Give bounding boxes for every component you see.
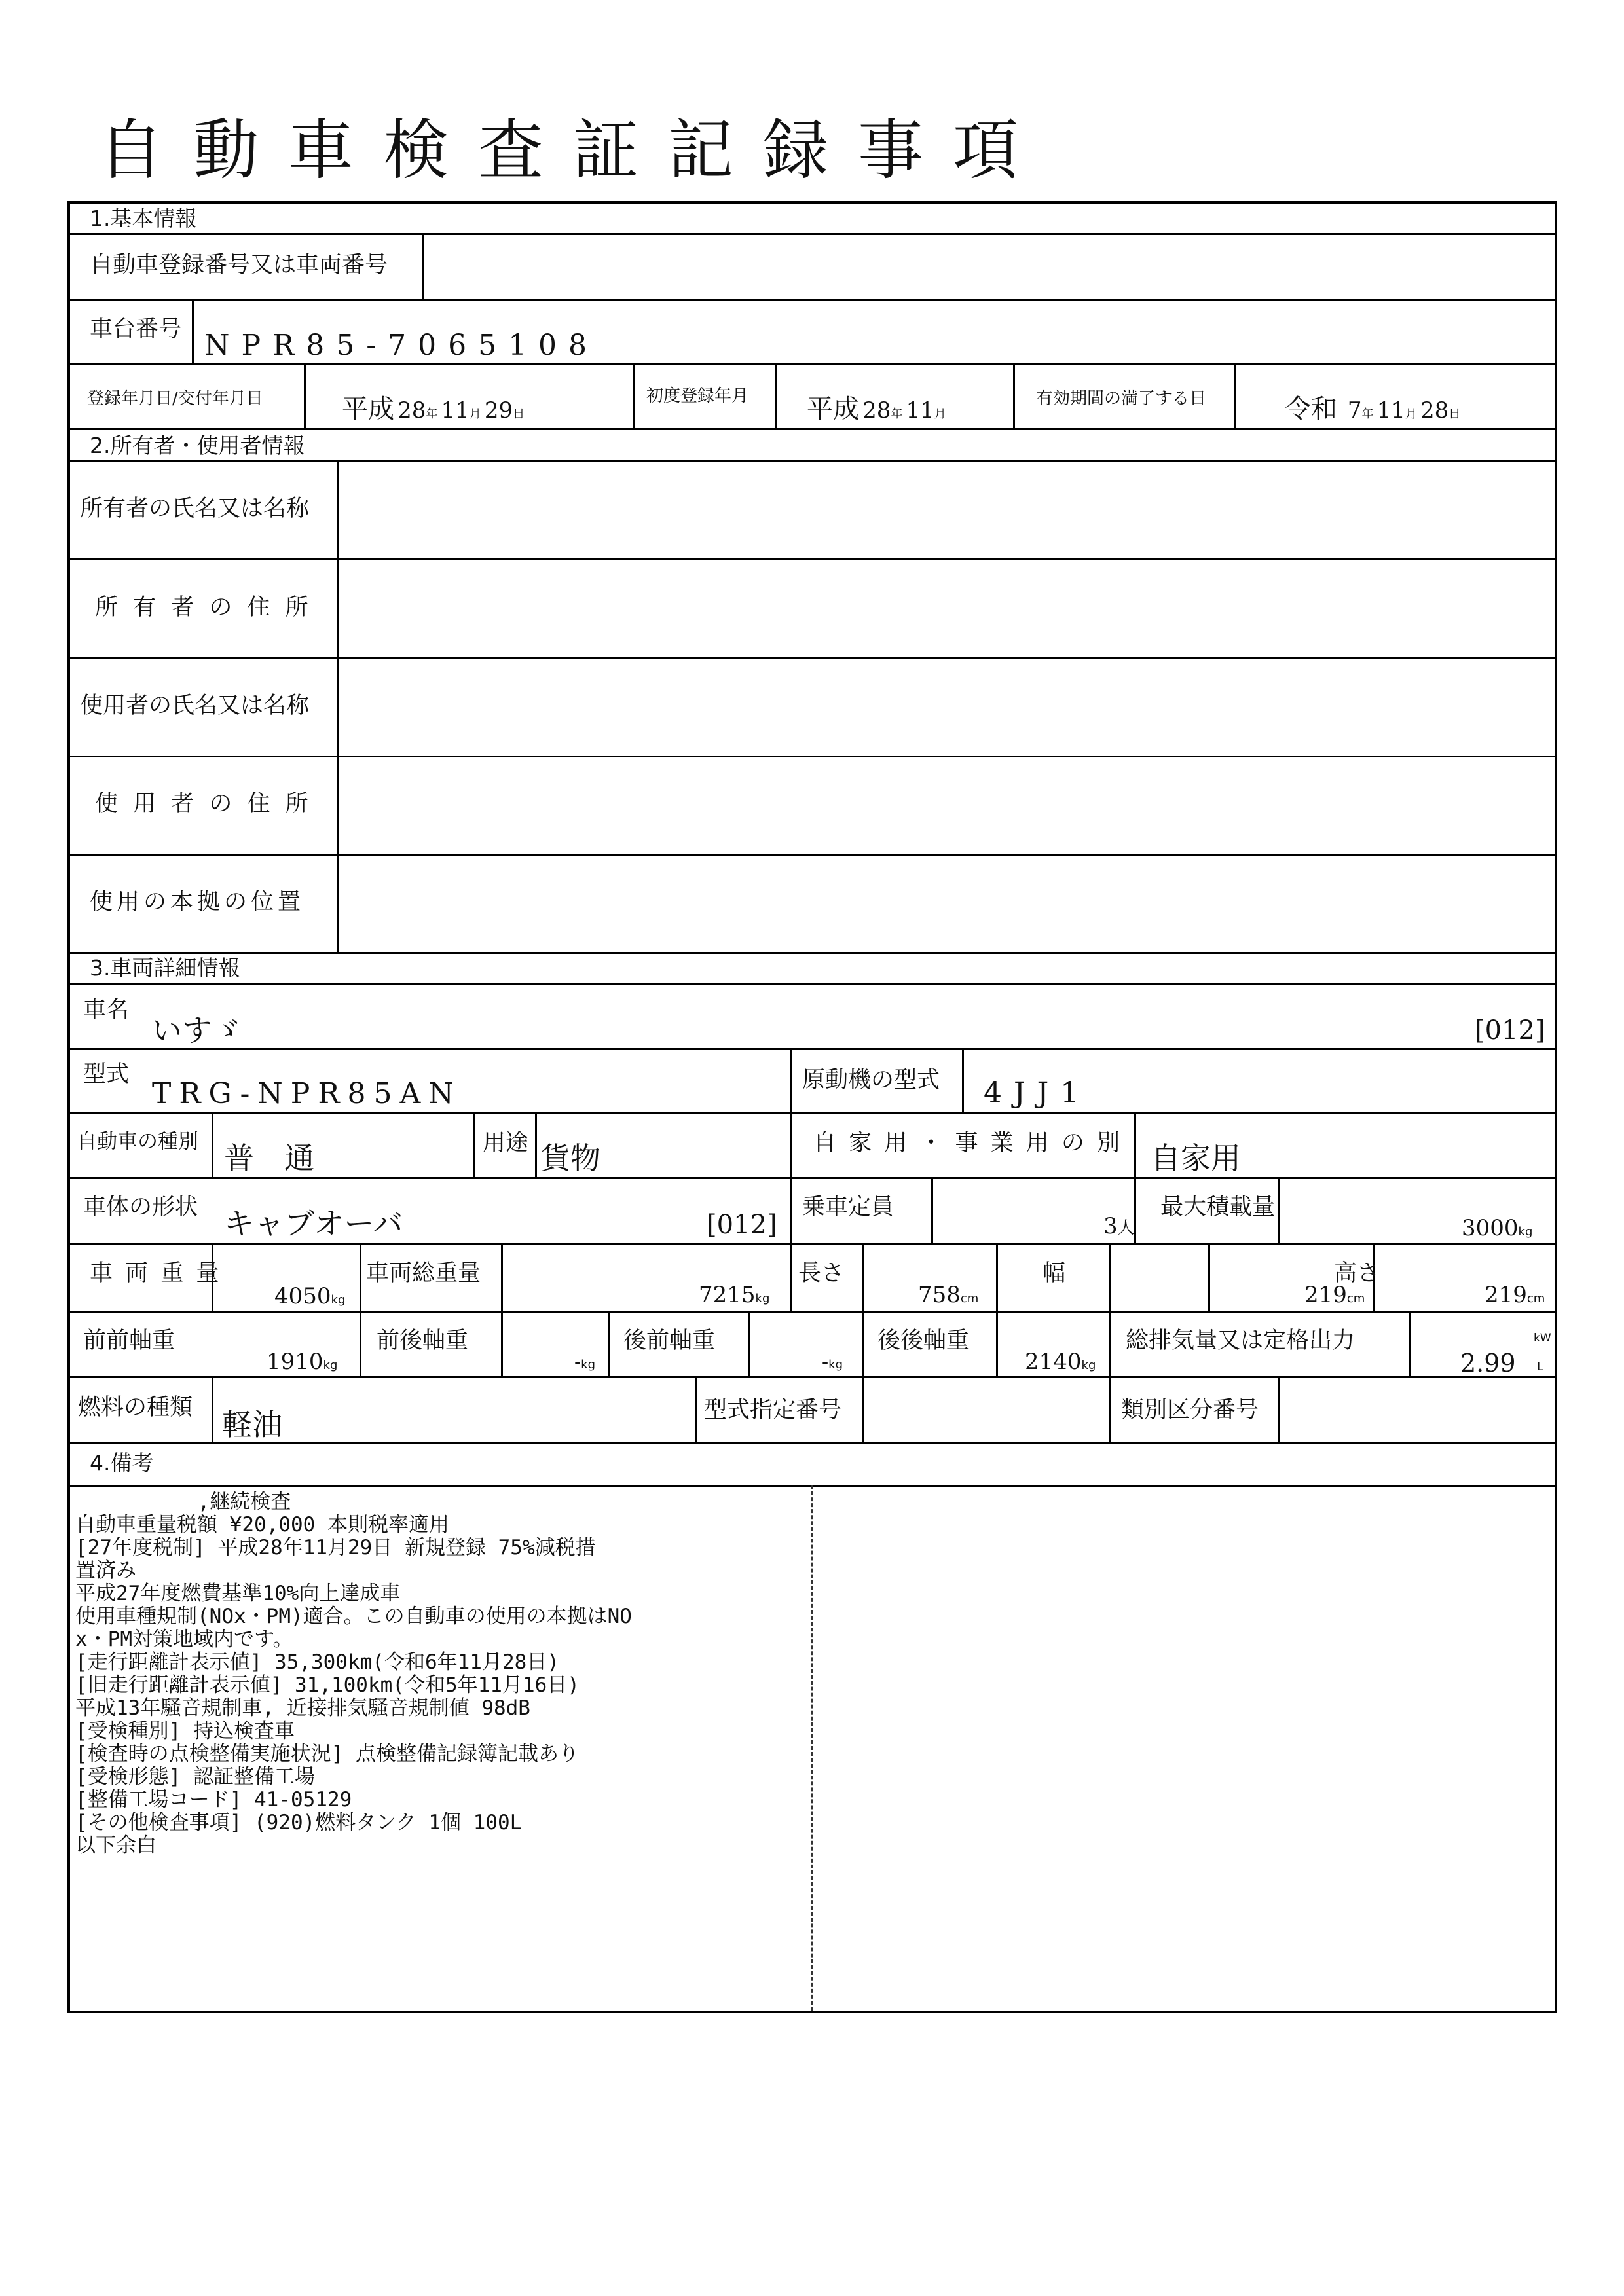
front-front-axle-value: 1910 <box>267 1349 323 1375</box>
weight-value: 4050 <box>274 1283 331 1309</box>
rule <box>501 1243 503 1311</box>
section-heading-vehicle: 3.車両詳細情報 <box>90 955 240 981</box>
day-unit: 日 <box>1449 407 1461 421</box>
rule <box>1208 1243 1210 1311</box>
rule <box>70 1243 1555 1245</box>
rule <box>1234 363 1236 428</box>
rule <box>501 1311 503 1376</box>
rule <box>931 1177 933 1243</box>
remark-line: [検査時の点検整備実施状況] 点検整備記録簿記載あり <box>75 1742 579 1766</box>
weight <box>274 1285 345 1307</box>
model-label: 型式 <box>83 1061 130 1087</box>
rule <box>862 1311 864 1376</box>
body-value: キャブオーバ <box>224 1206 403 1241</box>
rule <box>608 1311 610 1376</box>
body-label: 車体の形状 <box>83 1194 198 1220</box>
rule <box>70 657 1555 659</box>
rule <box>70 1112 1555 1114</box>
max-load-label: 最大積載量 <box>1160 1194 1276 1220</box>
weight-label: 車 両 重 量 <box>90 1260 222 1286</box>
unit-kg: kg <box>1081 1358 1096 1372</box>
rule <box>70 363 1555 365</box>
rule <box>70 1311 1555 1313</box>
category-label: 類別区分番号 <box>1121 1397 1259 1423</box>
user-name-label: 使用者の氏名又は名称 <box>80 693 310 719</box>
rule <box>790 1112 792 1177</box>
rule <box>70 460 1555 462</box>
displacement-unit-kw: kW <box>1534 1332 1551 1345</box>
year-unit: 年 <box>426 407 438 421</box>
rule <box>473 1112 475 1177</box>
height <box>1485 1284 1545 1306</box>
rule <box>70 756 1555 757</box>
displacement-value: 2.99 <box>1460 1349 1516 1377</box>
year-unit: 年 <box>891 407 903 421</box>
private-business-value: 自家用 <box>1151 1140 1241 1176</box>
remarks-divider <box>811 1485 813 2011</box>
front-front-axle-label: 前前軸重 <box>83 1328 175 1354</box>
maker-code: [012] <box>1475 1015 1545 1046</box>
remark-line: 自動車重量税額 ¥20,000 本則税率適用 <box>75 1513 449 1537</box>
first-reg-label: 初度登録年月 <box>646 386 749 406</box>
rule <box>337 460 339 952</box>
gross-weight-value: 7215 <box>699 1282 756 1308</box>
section-heading-owner: 2.所有者・使用者情報 <box>90 433 305 458</box>
rule <box>304 363 306 428</box>
rule <box>70 983 1555 985</box>
rule <box>862 1376 864 1442</box>
remark-line: [27年度税制] 平成28年11月29日 新規登録 75%減税措 <box>75 1536 596 1559</box>
displacement-label: 総排気量又は定格出力 <box>1126 1328 1356 1354</box>
capacity-unit: 人 <box>1117 1218 1135 1238</box>
height-value: 219 <box>1485 1282 1527 1308</box>
rule <box>862 1243 864 1311</box>
rule <box>748 1311 750 1376</box>
maker-label: 車名 <box>83 997 130 1023</box>
rear-front-axle-value: - <box>822 1351 829 1374</box>
unit-kg: kg <box>828 1358 843 1372</box>
rule <box>422 233 424 299</box>
length-value: 758 <box>918 1282 961 1308</box>
month-unit: 月 <box>1405 407 1417 421</box>
unit-kg: kg <box>331 1293 346 1307</box>
front-rear-axle-label: 前後軸重 <box>377 1328 469 1354</box>
rule <box>775 363 777 428</box>
type-approval-label: 型式指定番号 <box>704 1397 842 1423</box>
rule <box>1109 1243 1111 1311</box>
rule <box>633 363 635 428</box>
length <box>918 1284 978 1306</box>
rule <box>192 299 194 363</box>
expiry-date <box>1285 396 1460 422</box>
rear-front-axle-label: 後前軸重 <box>623 1328 716 1354</box>
unit-cm: cm <box>960 1292 979 1305</box>
width <box>1304 1284 1365 1306</box>
width-label: 幅 <box>1043 1260 1066 1286</box>
base-location-label: 使用の本拠の位置 <box>90 889 305 915</box>
rule <box>790 1177 792 1243</box>
kind-label: 自動車の種別 <box>77 1130 198 1154</box>
fuel-value: 軽油 <box>222 1407 282 1442</box>
reg-date-day: 29 <box>484 397 513 424</box>
remark-line: [旧走行距離計表示値] 31,100km(令和5年11月16日) <box>75 1673 580 1697</box>
first-reg-month: 11 <box>906 397 934 424</box>
rule <box>1278 1177 1280 1243</box>
rule <box>70 558 1555 560</box>
reg-date-year: 28 <box>397 397 426 424</box>
rule <box>360 1243 361 1311</box>
remark-line: [受検形態] 認証整備工場 <box>75 1765 315 1789</box>
document-title: 自動車検査証記録事項 <box>98 112 1048 189</box>
rule <box>790 1048 792 1112</box>
expiry-label: 有効期間の満了する日 <box>1036 389 1207 409</box>
rule <box>1278 1376 1280 1442</box>
rear-rear-axle-value: 2140 <box>1025 1349 1082 1375</box>
unit-kg: kg <box>323 1358 338 1372</box>
chassis-number: NPR85-7065108 <box>204 329 599 362</box>
month-unit: 月 <box>934 407 946 421</box>
certificate-form <box>67 201 1557 2013</box>
rule <box>695 1376 697 1442</box>
rule <box>70 1177 1555 1179</box>
rule <box>962 1048 964 1112</box>
rule <box>996 1311 998 1376</box>
first-reg-era: 平成 <box>807 394 859 424</box>
rear-rear-axle-label: 後後軸重 <box>877 1328 970 1354</box>
rule <box>1409 1311 1411 1376</box>
rear-rear-axle <box>1025 1351 1096 1373</box>
rule <box>212 1112 213 1177</box>
private-business-label: 自 家 用 ・ 事 業 用 の 別 <box>813 1130 1123 1156</box>
remark-line: 使用車種規制(NOx・PM)適合。この自動車の使用の本拠はNO <box>75 1605 632 1628</box>
remarks-list <box>75 1491 632 1857</box>
rear-front-axle <box>822 1353 843 1372</box>
remark-line: [整備工場コード] 41-05129 <box>75 1788 352 1812</box>
rule <box>996 1243 998 1311</box>
use-value: 貨物 <box>540 1140 600 1176</box>
reg-number-label: 自動車登録番号又は車両番号 <box>90 252 388 278</box>
section-heading-remarks: 4.備考 <box>90 1450 154 1476</box>
month-unit: 月 <box>469 407 481 421</box>
length-label: 長さ <box>798 1260 845 1286</box>
front-rear-axle-value: - <box>574 1351 581 1374</box>
rule <box>1109 1376 1111 1442</box>
rule <box>212 1376 213 1442</box>
unit-kg: kg <box>1518 1225 1533 1239</box>
reg-date-label: 登録年月日/交付年月日 <box>87 389 263 409</box>
owner-address-label: 所 有 者 の 住 所 <box>95 594 312 621</box>
expiry-month: 11 <box>1376 397 1405 424</box>
gross-weight <box>699 1284 769 1306</box>
rule <box>1013 363 1015 428</box>
unit-kg: kg <box>581 1358 595 1372</box>
rule <box>535 1112 537 1177</box>
remark-line: 平成27年度燃費基準10%向上達成車 <box>75 1582 401 1605</box>
day-unit: 日 <box>513 407 525 421</box>
reg-date-month: 11 <box>441 397 470 424</box>
front-front-axle <box>267 1351 337 1373</box>
rule <box>70 1048 1555 1050</box>
unit-kg: kg <box>755 1292 770 1305</box>
remark-line: ,継続検査 <box>75 1490 291 1514</box>
height-label: 高さ <box>1334 1260 1380 1286</box>
rule <box>70 854 1555 856</box>
rule <box>790 1243 792 1311</box>
expiry-era: 令和 <box>1285 394 1337 424</box>
reg-date-era: 平成 <box>342 394 394 424</box>
fuel-label: 燃料の種類 <box>78 1394 193 1421</box>
rule <box>360 1311 361 1376</box>
expiry-day: 28 <box>1420 397 1449 424</box>
gross-weight-label: 車両総重量 <box>366 1260 481 1286</box>
capacity-value: 3 <box>1103 1213 1118 1239</box>
max-load <box>1462 1217 1532 1239</box>
first-reg-date <box>807 396 946 422</box>
kind-value: 普 通 <box>224 1140 314 1176</box>
capacity-label: 乗車定員 <box>802 1194 895 1220</box>
remark-line: [受検種別] 持込検査車 <box>75 1719 295 1743</box>
rule <box>70 952 1555 954</box>
remark-line: 平成13年騒音規制車, 近接排気騒音規制値 98dB <box>75 1696 530 1720</box>
unit-cm: cm <box>1346 1292 1365 1305</box>
rule <box>70 299 1555 301</box>
rule <box>70 233 1555 235</box>
remark-line: [走行距離計表示値] 35,300km(令和6年11月28日) <box>75 1650 559 1674</box>
body-code: [012] <box>707 1210 777 1240</box>
displacement-unit-l: L <box>1537 1360 1544 1374</box>
maker-value: いすゞ <box>152 1013 242 1048</box>
remark-line: 置済み <box>75 1559 136 1582</box>
first-reg-year: 28 <box>862 397 891 424</box>
engine-label: 原動機の型式 <box>802 1067 940 1093</box>
rule <box>70 1376 1555 1378</box>
max-load-value: 3000 <box>1462 1215 1519 1241</box>
year-unit: 年 <box>1361 407 1374 421</box>
unit-cm: cm <box>1526 1292 1545 1305</box>
chassis-label: 車台番号 <box>90 316 182 342</box>
front-rear-axle <box>574 1353 595 1372</box>
expiry-year: 7 <box>1347 397 1362 424</box>
rule <box>70 1442 1555 1444</box>
owner-name-label: 所有者の氏名又は名称 <box>80 496 310 522</box>
section-heading-basic: 1.基本情報 <box>90 206 197 231</box>
remark-line: [その他検査事項] (920)燃料タンク 1個 100L <box>75 1811 523 1834</box>
use-label: 用途 <box>483 1130 529 1156</box>
remark-line: 以下余白 <box>75 1834 157 1857</box>
rule <box>1109 1311 1111 1376</box>
reg-date <box>342 396 525 422</box>
user-address-label: 使 用 者 の 住 所 <box>95 791 312 817</box>
model-value: TRG-NPR85AN <box>152 1077 462 1110</box>
rule <box>1134 1112 1136 1177</box>
capacity <box>1103 1215 1135 1237</box>
rule <box>70 428 1555 430</box>
engine-value: 4JJ1 <box>984 1076 1091 1110</box>
width-value: 219 <box>1304 1282 1347 1308</box>
remark-line: x・PM対策地域内です。 <box>75 1628 293 1651</box>
